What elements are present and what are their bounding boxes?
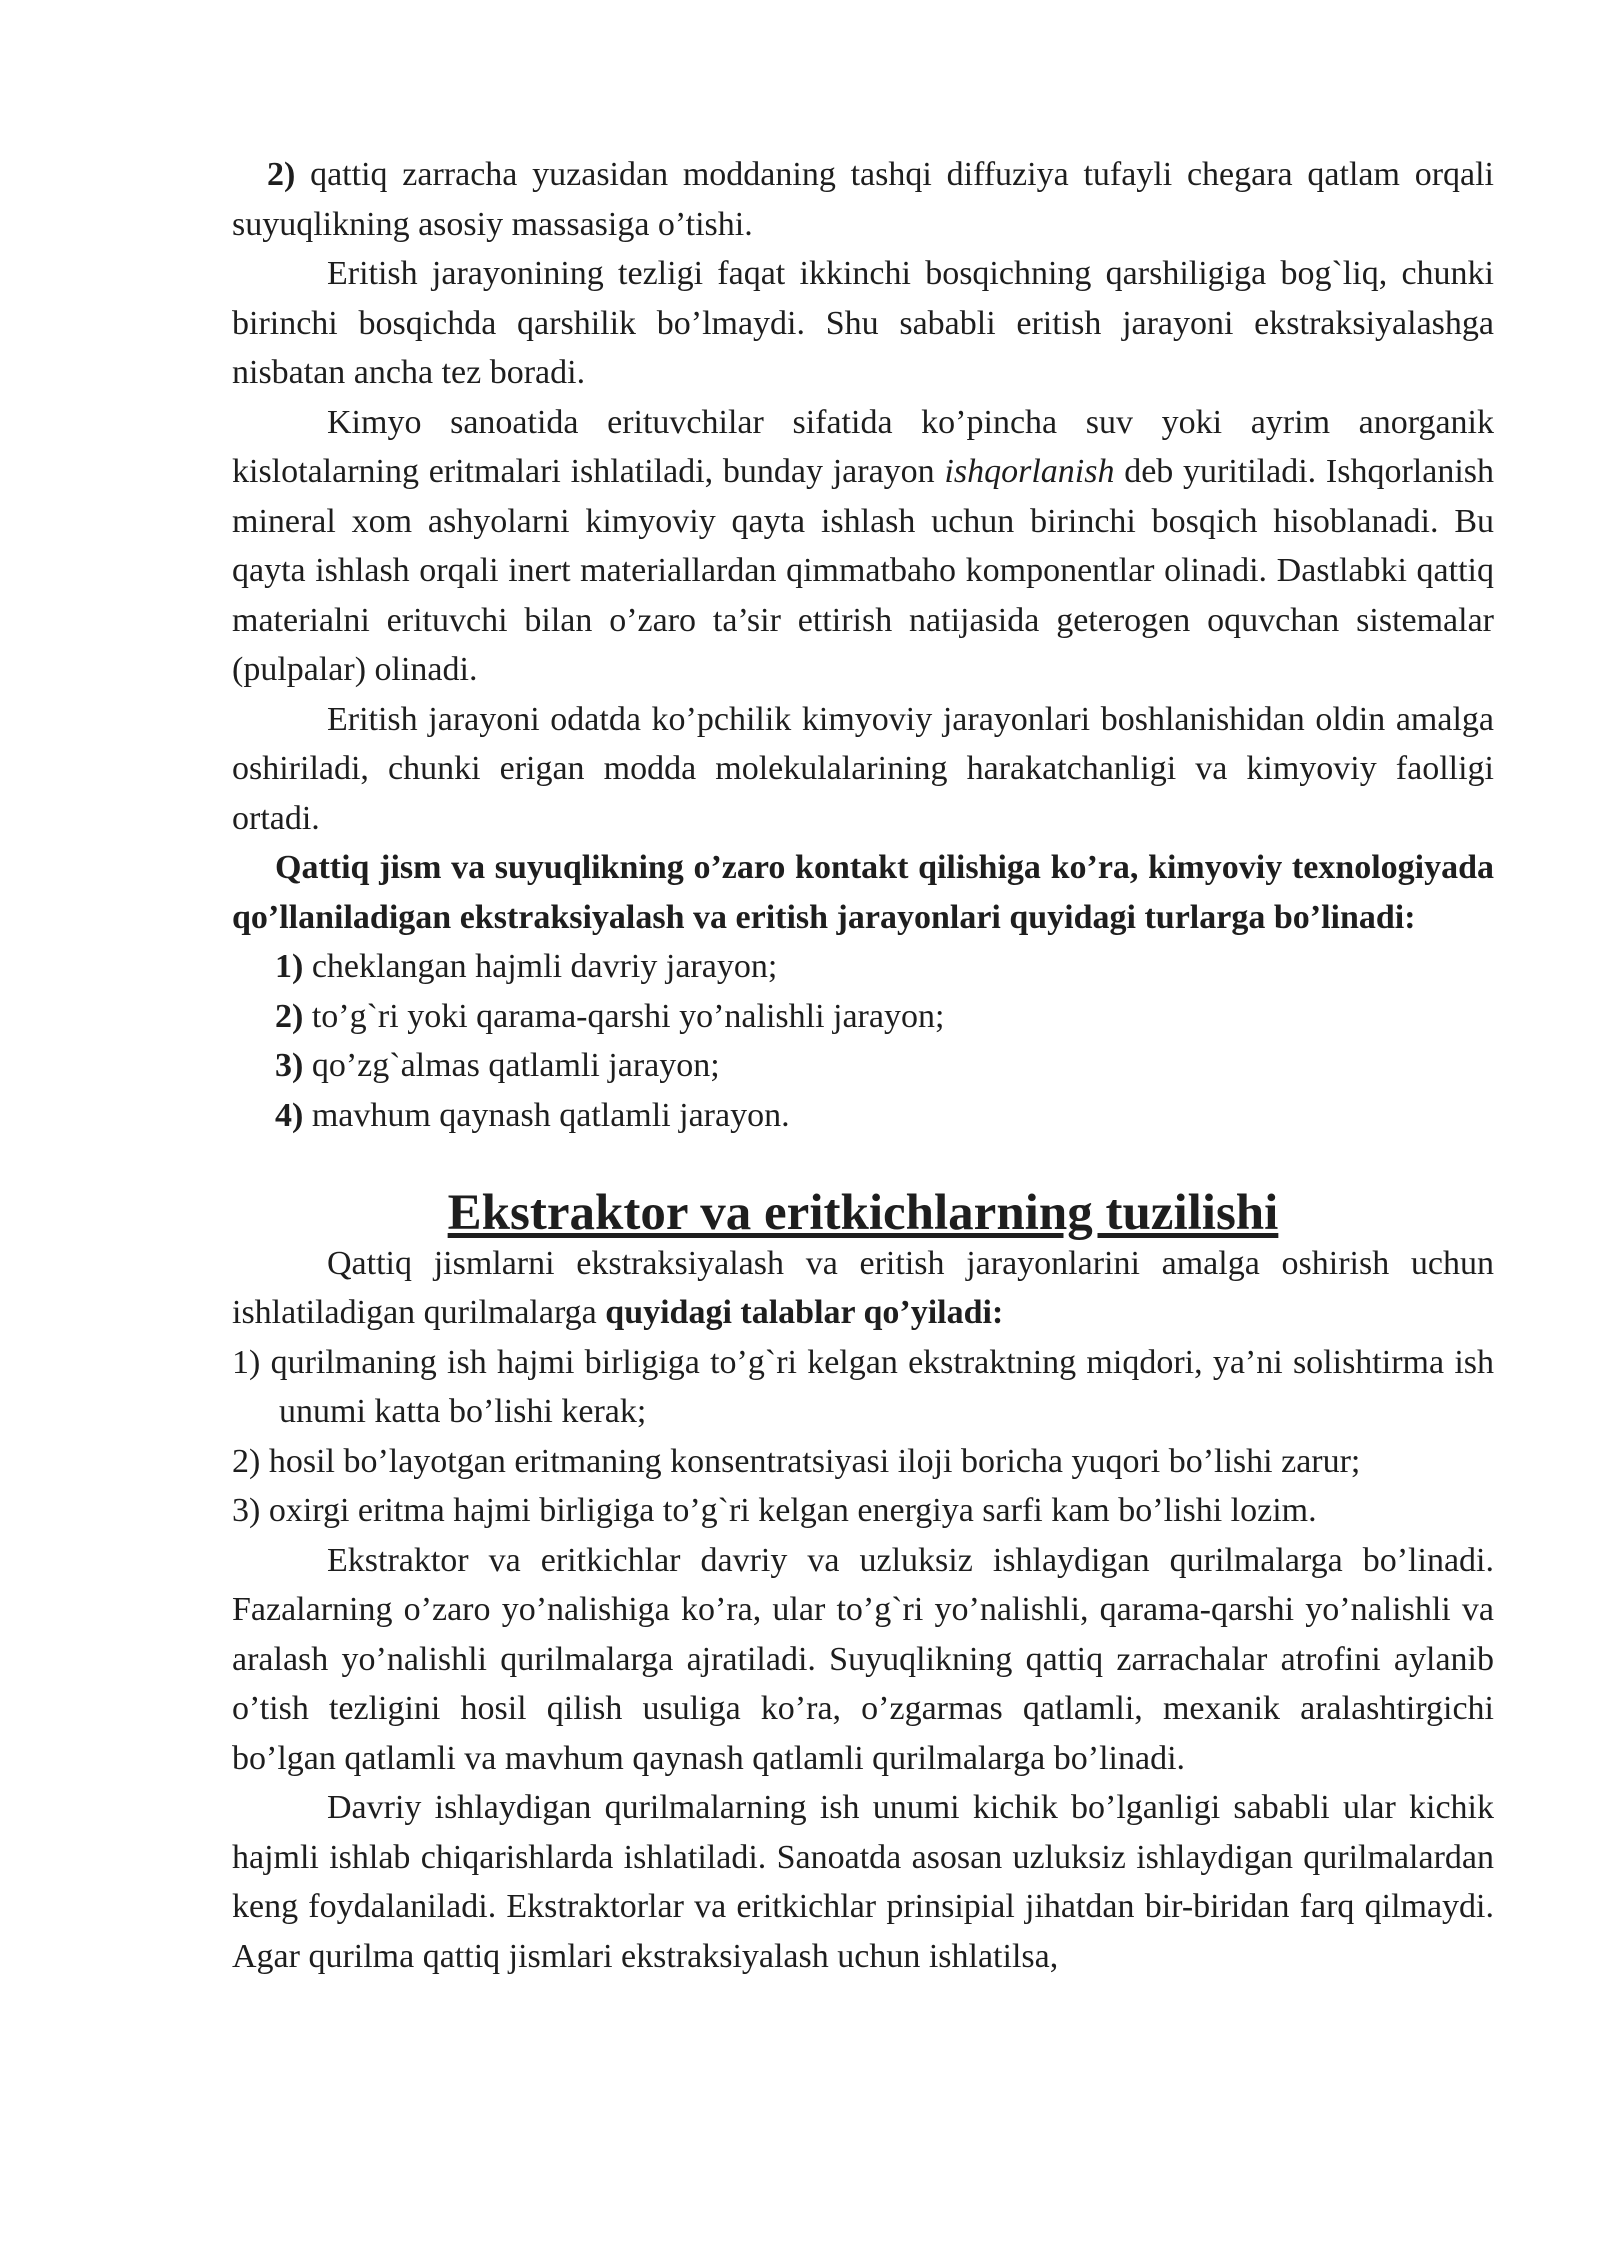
leaching-term: ishqorlanish [944,453,1115,490]
intro-text: qattiq zarracha yuzasidan moddaning tashqi diffuziya tufayli chegara qatlam orqali suyuqlikning asosiy massasiga o’tishi. [232,156,1494,243]
requirements-intro-bold: quyidagi talablar qo’yiladi: [605,1294,1004,1331]
list-item: 3) qo’zg`almas qatlamli jarayon; [275,1047,720,1084]
paragraph-requirements-intro [232,1239,1494,1338]
process-types-list [232,942,1494,1140]
list-item: 2) hosil bo’layotgan eritmaning konsentratsiyasi iloji boricha yuqori bo’lishi zarur; [232,1442,1361,1480]
section-title: Ekstraktor va eritkichlarning tuzilishi [447,1185,1279,1241]
document-page [232,150,1494,1981]
requirements-intro-text: Qattiq jismlarni ekstraksiyalash va eritish jarayonlarini amalga oshirish uchun ishlatiladigan qurilmalarga [232,1244,1494,1331]
list-item: 4) mavhum qaynash qatlamli jarayon. [275,1096,790,1134]
intro-number: 2) [267,156,296,193]
leaching-text-start: Kimyo sanoatida erituvchilar sifatida ko’pincha suv yoki ayrim anorganik kislotalarning eritmalari ishlatiladi, bunday jarayon [232,403,1494,490]
intro-paragraph [232,150,1494,249]
types-heading: Qattiq jism va suyuqlikning o’zaro kontakt qilishiga ko’ra, kimyoviy texnologiyada qo’llaniladigan ekstraksiyalash va eritish jarayonlari quyidagi turlarga bo’linadi: [232,849,1494,936]
paragraph-batch-devices: Davriy ishlaydigan qurilmalarning ish unumi kichik bo’lganligi sababli ular kichik hajmli ishlab chiqarishlarda ishlatiladi. Sanoatda asosan uzluksiz ishlaydigan qurilmalardan keng foydalaniladi. Ekstraktorlar va eritkichlar prinsipial jihatdan bir-biridan farq qilmaydi. Agar qurilma qattiq jismlari ekstraksiyalash uchun ishlatilsa, [232,1789,1494,1975]
paragraph-device-classification: Ekstraktor va eritkichlar davriy va uzluksiz ishlaydigan qurilmalarga bo’linadi. Fazalarning o’zaro yo’nalishiga ko’ra, ular to’g`ri yo’nalishli, qarama-qarshi yo’nalishli va aralash yo’nalishli qurilmalarga ajratiladi. Suyuqlikning qattiq zarrachalar atrofini aylanib o’tish tezligini hosil qilish usuliga ko’ra, o’zgarmas qatlamli, mexanik aralashtirgichi bo’lgan qatlamli va mavhum qaynash qatlamli qurilmalarga bo’linadi. [232,1541,1494,1777]
paragraph-leaching [232,398,1494,695]
paragraph-dissolution-usage: Eritish jarayoni odatda ko’pchilik kimyoviy jarayonlari boshlanishidan oldin amalga oshiriladi, chunki erigan modda molekulalarining harakatchanligi va kimyoviy faolligi ortadi. [232,700,1494,837]
paragraph-dissolution-rate: Eritish jarayonining tezligi faqat ikkinchi bosqichning qarshiligiga bog`liq, chunki birinchi bosqichda qarshilik bo’lmaydi. Shu sababli eritish jarayoni ekstraksiyalashga nisbatan ancha tez boradi. [232,255,1494,391]
list-item: 3) oxirgi eritma hajmi birligiga to’g`ri kelgan energiya sarfi kam bo’lishi lozim. [232,1492,1317,1529]
list-item: 1) cheklangan hajmli davriy jarayon; [275,948,778,985]
requirements-list [232,1338,1494,1536]
leaching-text-end: deb yuritiladi. Ishqorlanish mineral xom ashyolarni kimyoviy qayta ishlash uchun birinchi bosqich hisoblanadi. Bu qayta ishlash orqali inert materiallardan qimmatbaho komponentlar olinadi. Dastlabki qattiq materialni erituvchi bilan o’zaro ta’sir ettirish natijasida geterogen oquvchan sistemalar (pulpalar) olinadi. [232,453,1494,688]
list-item: 2) to’g`ri yoki qarama-qarshi yo’nalishli jarayon; [275,997,945,1035]
list-item: 1) qurilmaning ish hajmi birligiga to’g`ri kelgan ekstraktning miqdori, ya’ni solishtirma ish unumi katta bo’lishi kerak; [232,1343,1494,1430]
